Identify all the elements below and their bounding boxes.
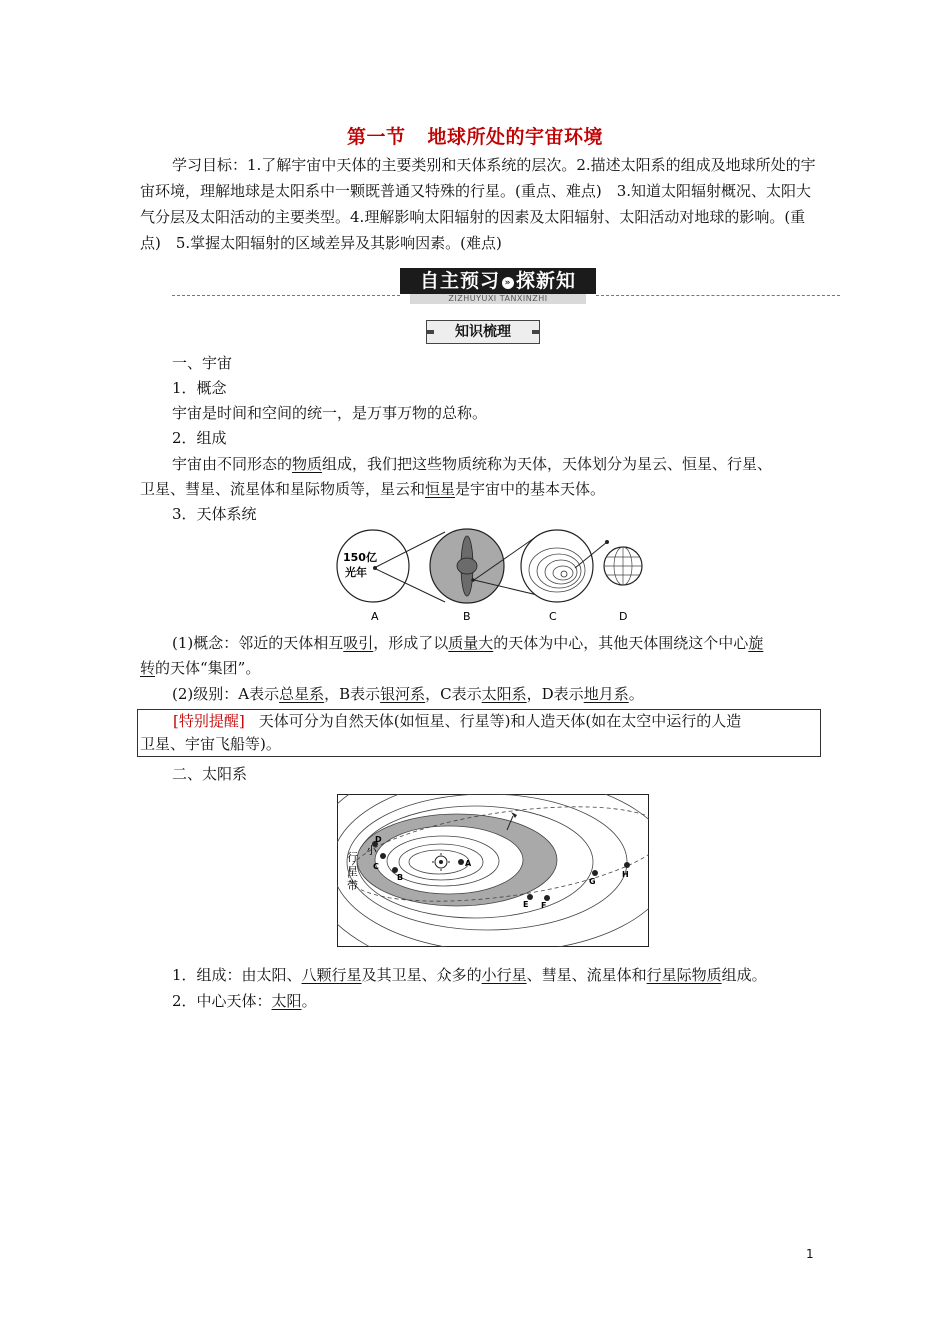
title-name: 地球所处的宇宙环境 (427, 126, 604, 148)
special-reminder-box (137, 709, 821, 757)
figure-label-d: D (619, 610, 628, 623)
system-c-circle (521, 530, 593, 602)
answer-sun: 太阳 (271, 992, 302, 1010)
answer-total-galaxy: 总星系 (279, 685, 325, 703)
belt-label-3: 带 (347, 879, 358, 892)
figure-label-c: C (549, 610, 557, 623)
answer-rotate-part2: 转 (140, 659, 156, 677)
title-section: 第一节 (346, 126, 406, 148)
planet-label-d: D (375, 835, 382, 844)
planet-label-c: C (373, 862, 379, 871)
planet-label-g: G (589, 877, 596, 886)
reminder-text-2: 卫星、宇宙飞船等)。 (140, 735, 281, 753)
banner-divider-left (172, 295, 400, 296)
answer-milky-way: 银河系 (380, 685, 426, 703)
arrow-icon: » (502, 277, 514, 289)
belt-label-2: 星 (347, 865, 358, 878)
celestial-systems-figure (335, 528, 655, 628)
learning-objectives: 学习目标：1.了解宇宙中天体的主要类别和天体系统的层次。2.描述太阳系的组成及地球所处的宇宙环境，理解地球是太阳系中一颗既普通又特殊的行星。(重点、难点) 3.知道太阳辐射概况、太阳大气分层及太阳活动的主要类型。4.理解影响太阳辐射的因素及太阳辐射、太阳活动对地球的影响。(重点) 5.掌握太阳辐射的区域差异及其影响因素。(难点) (140, 156, 816, 252)
banner-pinyin: ZIZHUYUXI TANXINZHI (410, 294, 586, 304)
answer-rotate-part1: 旋 (748, 634, 764, 652)
banner-title (400, 268, 596, 294)
page-title (0, 122, 950, 149)
reminder-label: [特别提醒] (173, 712, 245, 730)
answer-solar-system: 太阳系 (481, 685, 527, 703)
section-banner (0, 262, 950, 304)
composition-line-1: 宇宙由不同形态的物质组成，我们把这些物质统称为天体，天体划分为星云、恒星、行星、 (172, 455, 773, 473)
answer-attract: 吸引 (343, 634, 374, 652)
system-d-globe (604, 547, 642, 585)
banner-right-text: 探新知 (516, 270, 577, 292)
system-a-circle (337, 530, 409, 602)
solar-center-line: 2．中心天体：太阳。 (172, 992, 317, 1010)
system-concept-line-1: (1)概念：邻近的天体相互吸引，形成了以质量大的天体为中心，其他天体围绕这个中心旋 (172, 634, 764, 652)
answer-asteroids: 小行星 (481, 966, 527, 984)
answer-earth-moon: 地月系 (583, 685, 629, 703)
system-concept-line-2: 转的天体“集团”。 (140, 659, 261, 677)
reminder-text-1: 天体可分为自然天体(如恒星、行星等)和人造天体(如在太空中运行的人造 (258, 712, 742, 730)
planet-label-a: A (465, 859, 472, 868)
concept-text: 宇宙是时间和空间的统一，是万事万物的总称。 (172, 404, 488, 422)
answer-interplanetary-matter: 行星际物质 (646, 966, 722, 984)
unit-label: 光年 (345, 566, 367, 579)
planet-label-b: B (397, 873, 404, 882)
banner-divider-right (596, 295, 840, 296)
solar-system-figure (337, 794, 649, 947)
small-label: 小 (366, 844, 377, 857)
page-number: 1 (806, 1247, 814, 1261)
figure-label-b: B (463, 610, 471, 623)
figure-label-a: A (371, 610, 379, 623)
system-b-circle (430, 529, 504, 603)
answer-massive: 质量大 (448, 634, 494, 652)
belt-label-1: 行 (347, 851, 358, 864)
planet-label-e: E (523, 900, 529, 909)
system-levels-line: (2)级别：A表示总星系，B表示银河系，C表示太阳系，D表示地月系。 (172, 685, 644, 703)
banner-left-text: 自主预习 (419, 270, 500, 292)
solar-composition-line: 1．组成：由太阳、八颗行星及其卫星、众多的小行星、彗星、流星体和行星际物质组成。 (172, 966, 767, 984)
composition-line-2: 卫星、彗星、流星体和星际物质等，星云和恒星是宇宙中的基本天体。 (140, 480, 606, 498)
section-label-box: 知识梳理 (426, 320, 540, 344)
system-label: 3．天体系统 (172, 505, 257, 523)
answer-matter: 物质 (292, 455, 323, 473)
distance-label: 150亿 (343, 551, 377, 564)
planet-label-f: F (541, 901, 547, 910)
answer-eight-planets: 八颗行星 (301, 966, 362, 984)
answer-star: 恒星 (425, 480, 456, 498)
heading-solar-system: 二、太阳系 (172, 765, 248, 783)
concept-label: 1．概念 (172, 379, 227, 397)
heading-universe: 一、宇宙 (172, 354, 233, 372)
planet-label-h: H (622, 870, 629, 879)
composition-label: 2．组成 (172, 429, 227, 447)
